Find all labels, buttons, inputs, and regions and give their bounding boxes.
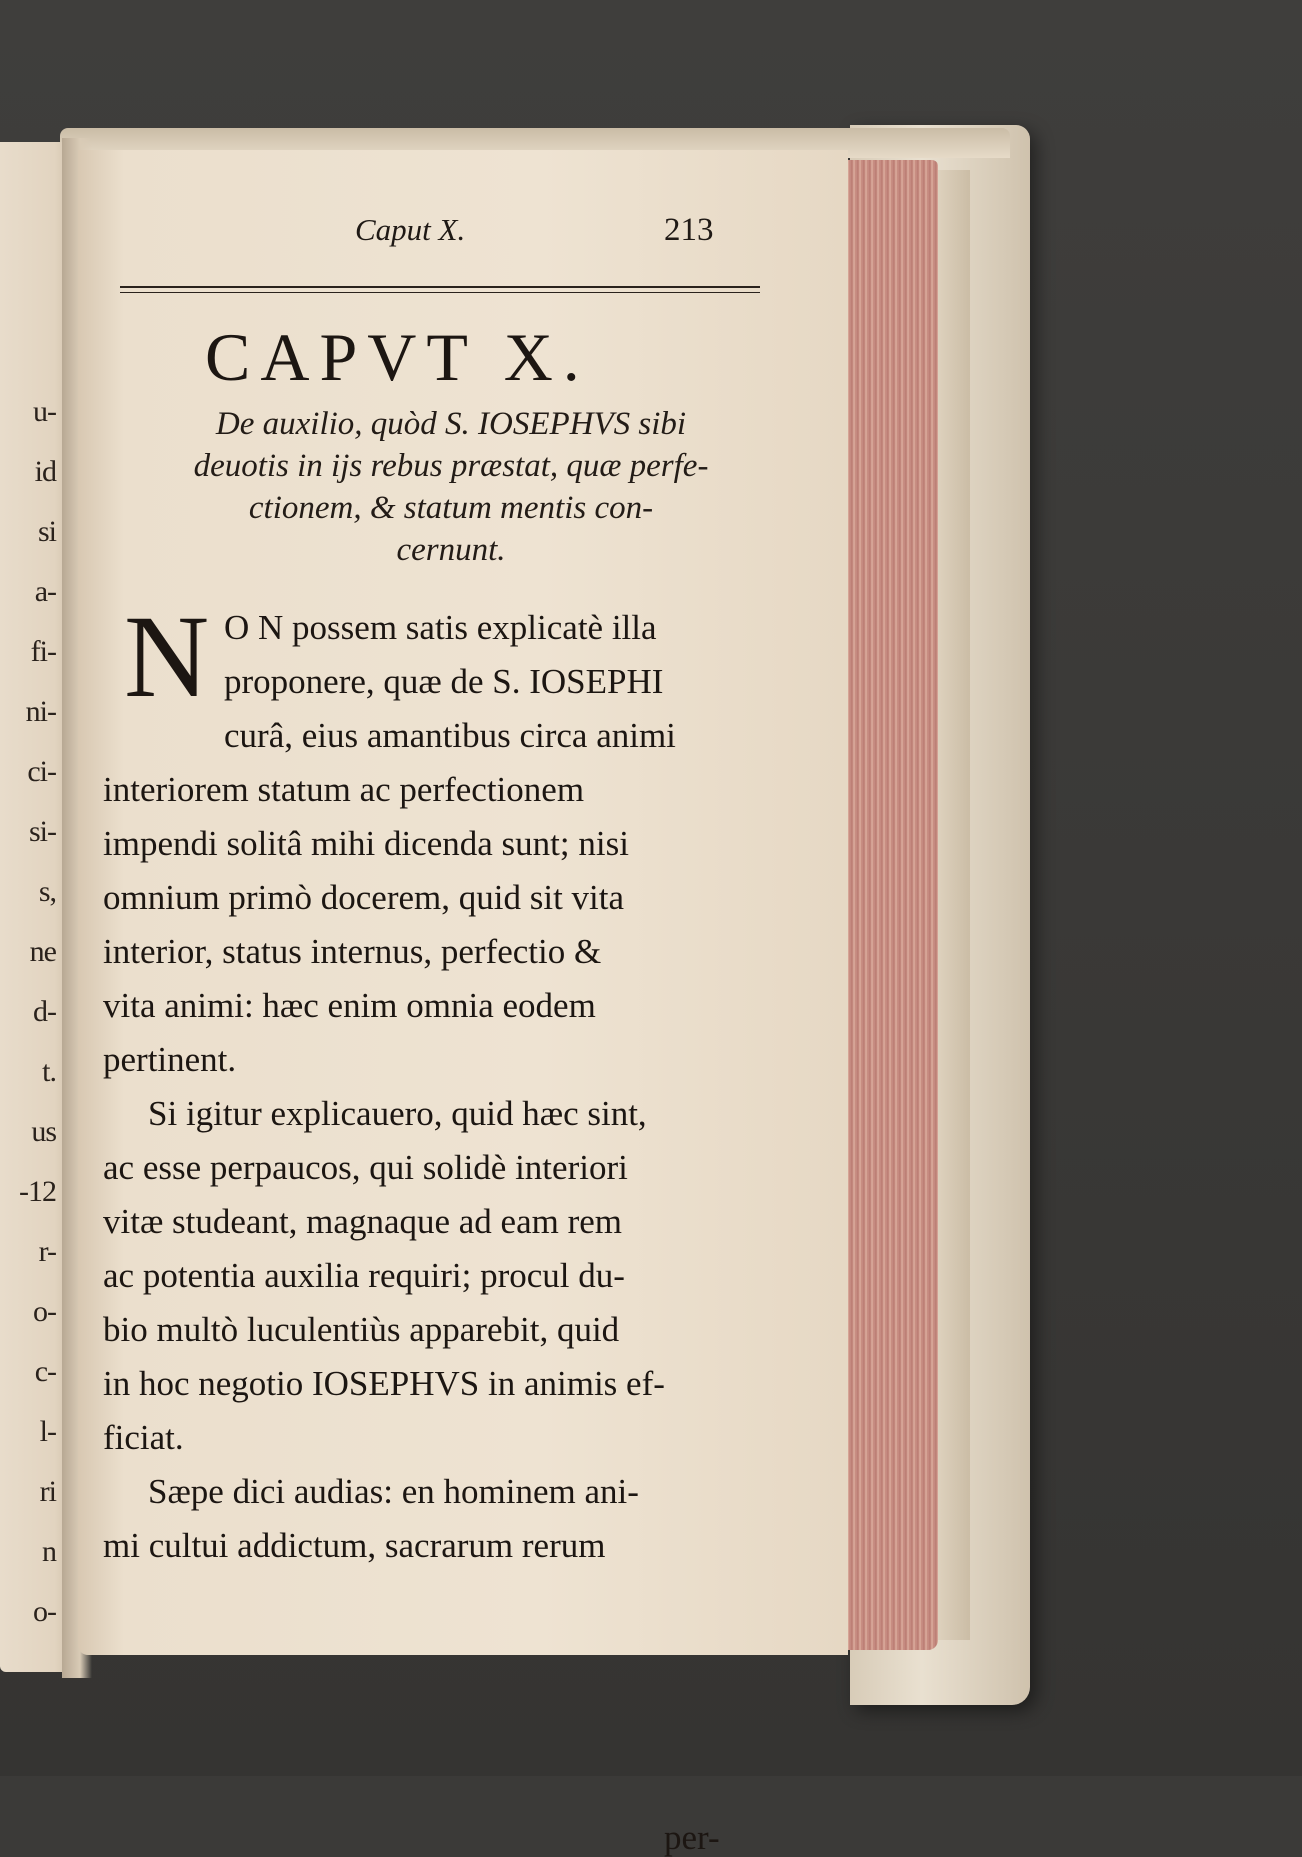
- summary-line: deuotis in ijs rebus præstat, quæ perfe-: [193, 448, 709, 484]
- previous-page-fragment: -12: [19, 1175, 56, 1208]
- body-line: interior, status internus, perfectio &: [103, 932, 602, 971]
- previous-page-fragment: t.: [42, 1055, 56, 1088]
- body-line: impendi solitâ mihi dicenda sunt; nisi: [103, 824, 629, 863]
- previous-page-fragment: a-: [34, 575, 56, 608]
- previous-page-fragment: ni-: [25, 695, 56, 728]
- previous-page-fragment: c-: [34, 1355, 56, 1388]
- body-line: curâ, eius amantibus circa animi: [224, 716, 676, 755]
- body-line: Sæpe dici audias: en hominem ani-: [148, 1472, 639, 1511]
- previous-page-fragment: u-: [33, 395, 56, 428]
- running-head-title: Caput X.: [355, 212, 466, 247]
- header-rule-thin: [120, 292, 760, 293]
- previous-page-fragment: si-: [29, 815, 56, 848]
- body-line: in hoc negotio IOSEPHVS in animis ef-: [103, 1364, 665, 1403]
- previous-page-fragment: n: [42, 1535, 56, 1568]
- running-head: [0, 212, 800, 262]
- body-line: vitæ studeant, magnaque ad eam rem: [103, 1202, 623, 1241]
- chapter-summary: [106, 403, 796, 571]
- previous-page-fragment: id: [34, 455, 56, 488]
- body-line: mi cultui addictum, sacrarum rerum: [103, 1526, 606, 1565]
- body-line: vita animi: hæc enim omnia eodem: [103, 986, 596, 1025]
- previous-page-fragment: ne: [29, 935, 56, 968]
- body-line: bio multò luculentiùs apparebit, quid: [103, 1310, 620, 1349]
- previous-page-fragment: si: [37, 515, 56, 548]
- body-line: interiorem statum ac perfectionem: [103, 770, 585, 809]
- body-line: ac potentia auxilia requiri; procul du-: [103, 1256, 625, 1295]
- previous-page-fragment: o-: [33, 1295, 56, 1328]
- page-number: 213: [664, 212, 714, 248]
- summary-line: ctionem, & statum mentis con-: [248, 490, 654, 526]
- previous-page-fragment: s,: [38, 875, 56, 908]
- previous-page-fragment: ri: [39, 1475, 56, 1508]
- previous-page-fragment: o-: [33, 1595, 56, 1628]
- previous-page-fragment: l-: [39, 1415, 56, 1448]
- red-stained-fore-edge: [838, 160, 938, 1650]
- body-line: Si igitur explicauero, quid hæc sint,: [148, 1094, 647, 1133]
- body-line: pertinent.: [103, 1040, 237, 1079]
- summary-line: De auxilio, quòd S. IOSEPHVS sibi: [215, 406, 687, 442]
- previous-page-fragment: us: [31, 1115, 56, 1148]
- previous-page-fragment: d-: [33, 995, 56, 1028]
- body-line: proponere, quæ de S. IOSEPHI: [224, 662, 664, 701]
- previous-page-fragment: ci-: [27, 755, 56, 788]
- previous-page-fragment: fi-: [30, 635, 56, 668]
- body-line: ac esse perpaucos, qui solidè interiori: [103, 1148, 628, 1187]
- body-line: omnium primò docerem, quid sit vita: [103, 878, 625, 917]
- drop-cap: N: [124, 591, 210, 722]
- chapter-heading: CAPVT X.: [205, 319, 590, 395]
- body-line: O N possem satis explicatè illa: [224, 608, 657, 647]
- body-line: ficiat.: [103, 1418, 184, 1457]
- previous-page-fragment: r-: [38, 1235, 56, 1268]
- summary-line: cernunt.: [396, 532, 506, 568]
- catchword: per-: [664, 1818, 720, 1857]
- header-rule: [120, 286, 760, 288]
